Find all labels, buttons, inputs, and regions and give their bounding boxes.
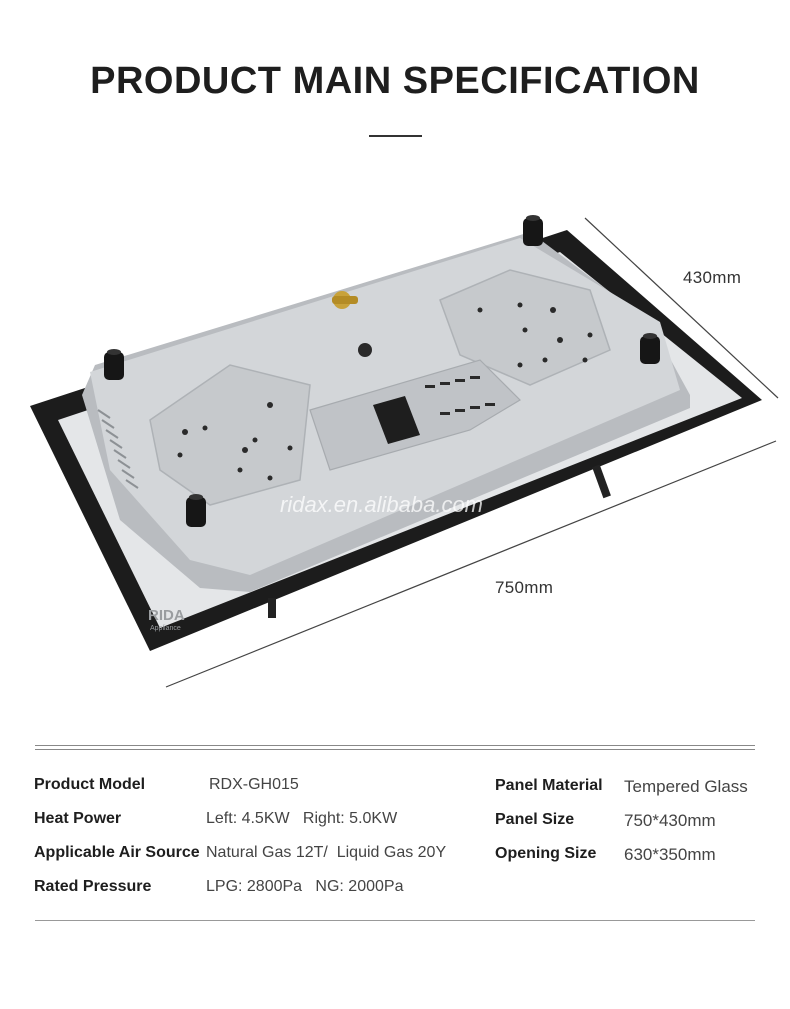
depth-label: 430mm [683, 268, 742, 287]
spec-label: Opening Size [495, 845, 597, 862]
page-title: PRODUCT MAIN SPECIFICATION [90, 60, 700, 102]
watermark: ridax.en.alibaba.com [280, 492, 484, 517]
spec-label: Product Model [34, 776, 146, 793]
spec-label: Heat Power [34, 810, 122, 827]
spec-value: 750*430mm [624, 811, 716, 830]
spec-value: Tempered Glass [624, 777, 748, 796]
title-underline [369, 135, 422, 137]
brand-logo: RIDA [148, 607, 185, 624]
spec-value: 630*350mm [624, 845, 716, 864]
svg-text:Appliance: Appliance [150, 625, 181, 632]
spec-value: LPG: 2800Pa NG: 2000Pa [206, 878, 404, 895]
divider-top-2 [35, 749, 755, 750]
spec-label: Applicable Air Source [34, 844, 200, 861]
width-label: 750mm [495, 578, 554, 597]
hob-product-image [0, 190, 790, 710]
spec-value: RDX-GH015 [209, 776, 299, 793]
spec-value: Natural Gas 12T/ Liquid Gas 20Y [206, 844, 447, 861]
divider-bottom [35, 920, 755, 921]
divider-top [35, 745, 755, 746]
spec-label: Panel Material [495, 777, 603, 794]
spec-value: Left: 4.5KW Right: 5.0KW [206, 810, 398, 827]
spec-label: Rated Pressure [34, 878, 152, 895]
spec-label: Panel Size [495, 811, 575, 828]
